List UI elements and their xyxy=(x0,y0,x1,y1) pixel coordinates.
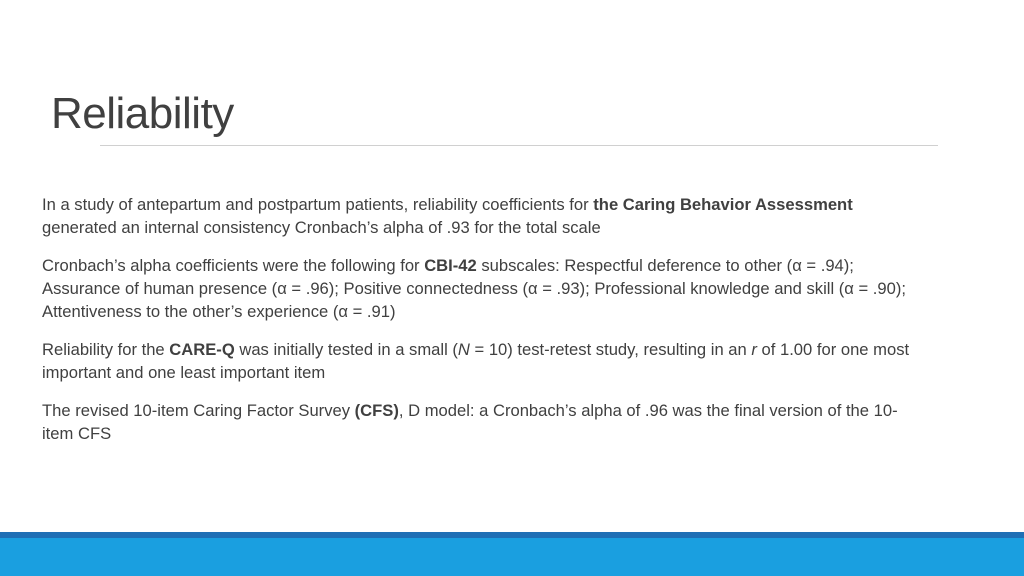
emphasis-cba: the Caring Behavior Assessment xyxy=(593,195,853,214)
text-run: subscales: Respectful deference to other (α = .94); Assurance of human presence (α = .96); Positive connectedness (α = .93); Professional knowledge and skill (α = .90); Attentiveness to the other’s experience (α = .91) xyxy=(42,256,906,321)
paragraph-cbi42 xyxy=(42,254,922,323)
text-run: of 1.00 for one most important and one least important item xyxy=(42,340,910,382)
text-run: , D model: a Cronbach’s alpha of .96 was the final version of the 10-item CFS xyxy=(42,401,898,443)
emphasis-careq: CARE-Q xyxy=(169,340,235,359)
text-run: was initially tested in a small ( xyxy=(234,340,458,359)
title-divider xyxy=(100,145,938,146)
text-run: Cronbach’s alpha coefficients were the following for xyxy=(42,256,425,275)
slide-title: Reliability xyxy=(51,89,234,138)
italic-n: N xyxy=(457,340,470,359)
footer-band xyxy=(0,538,1024,576)
slide-body xyxy=(42,193,922,460)
paragraph-cfs xyxy=(42,399,922,445)
text-run: In a study of antepartum and postpartum patients, reliability coefficients for xyxy=(42,195,594,214)
paragraph-cba xyxy=(42,193,922,239)
text-run: generated an internal consistency Cronbach’s alpha of .93 for the total scale xyxy=(42,218,601,237)
italic-r: r xyxy=(751,340,757,359)
paragraph-careq xyxy=(42,338,922,384)
emphasis-cbi42: CBI-42 xyxy=(424,256,477,275)
text-run: The revised 10-item Caring Factor Survey xyxy=(42,401,355,420)
text-run: Reliability for the xyxy=(42,340,170,359)
emphasis-cfs: (CFS) xyxy=(354,401,399,420)
text-run: = 10) test-retest study, resulting in an xyxy=(469,340,752,359)
